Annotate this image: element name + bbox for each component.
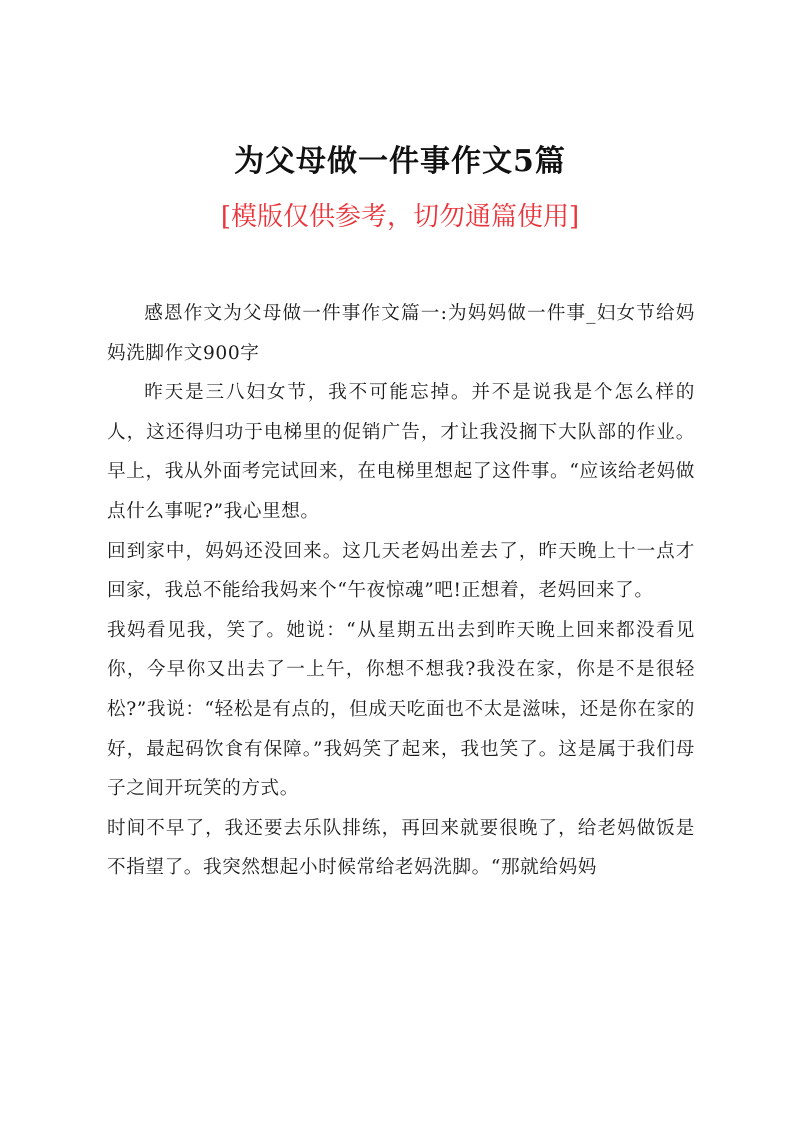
paragraph: 时间不早了，我还要去乐队排练，再回来就要很晚了，给老妈做饭是不指望了。我突然想起小时候常给老妈洗脚。“那就给妈妈 (107, 817, 695, 879)
document-body (107, 294, 695, 888)
document-subtitle: [模版仅供参考，切勿通篇使用] (220, 202, 580, 232)
document-title: 为父母做一件事作文5篇 (234, 144, 566, 179)
paragraph: 回到家中，妈妈还没回来。这几天老妈出差去了，昨天晚上十一点才回家，我总不能给我妈来个“午夜惊魂”吧!正想着，老妈回来了。 (107, 540, 695, 602)
paragraph: 我妈看见我，笑了。她说：“从星期五出去到昨天晚上回来都没看见你，今早你又出去了一上午，你想不想我?我没在家，你是不是很轻松?”我说：“轻松是有点的，但成天吃面也不太是滋味，还是你在家的好，最起码饮食有保障。”我妈笑了起来，我也笑了。这是属于我们母子之间开玩笑的方式。 (107, 619, 695, 800)
paragraph: 昨天是三八妇女节，我不可能忘掉。并不是说我是个怎么样的人，这还得归功于电梯里的促销广告，才让我没搁下大队部的作业。早上，我从外面考完试回来，在电梯里想起了这件事。“应该给老妈做点什么事呢?”我心里想。 (107, 382, 695, 522)
paragraph-heading: 感恩作文为父母做一件事作文篇一:为妈妈做一件事_妇女节给妈妈洗脚作文900字 (107, 303, 695, 364)
